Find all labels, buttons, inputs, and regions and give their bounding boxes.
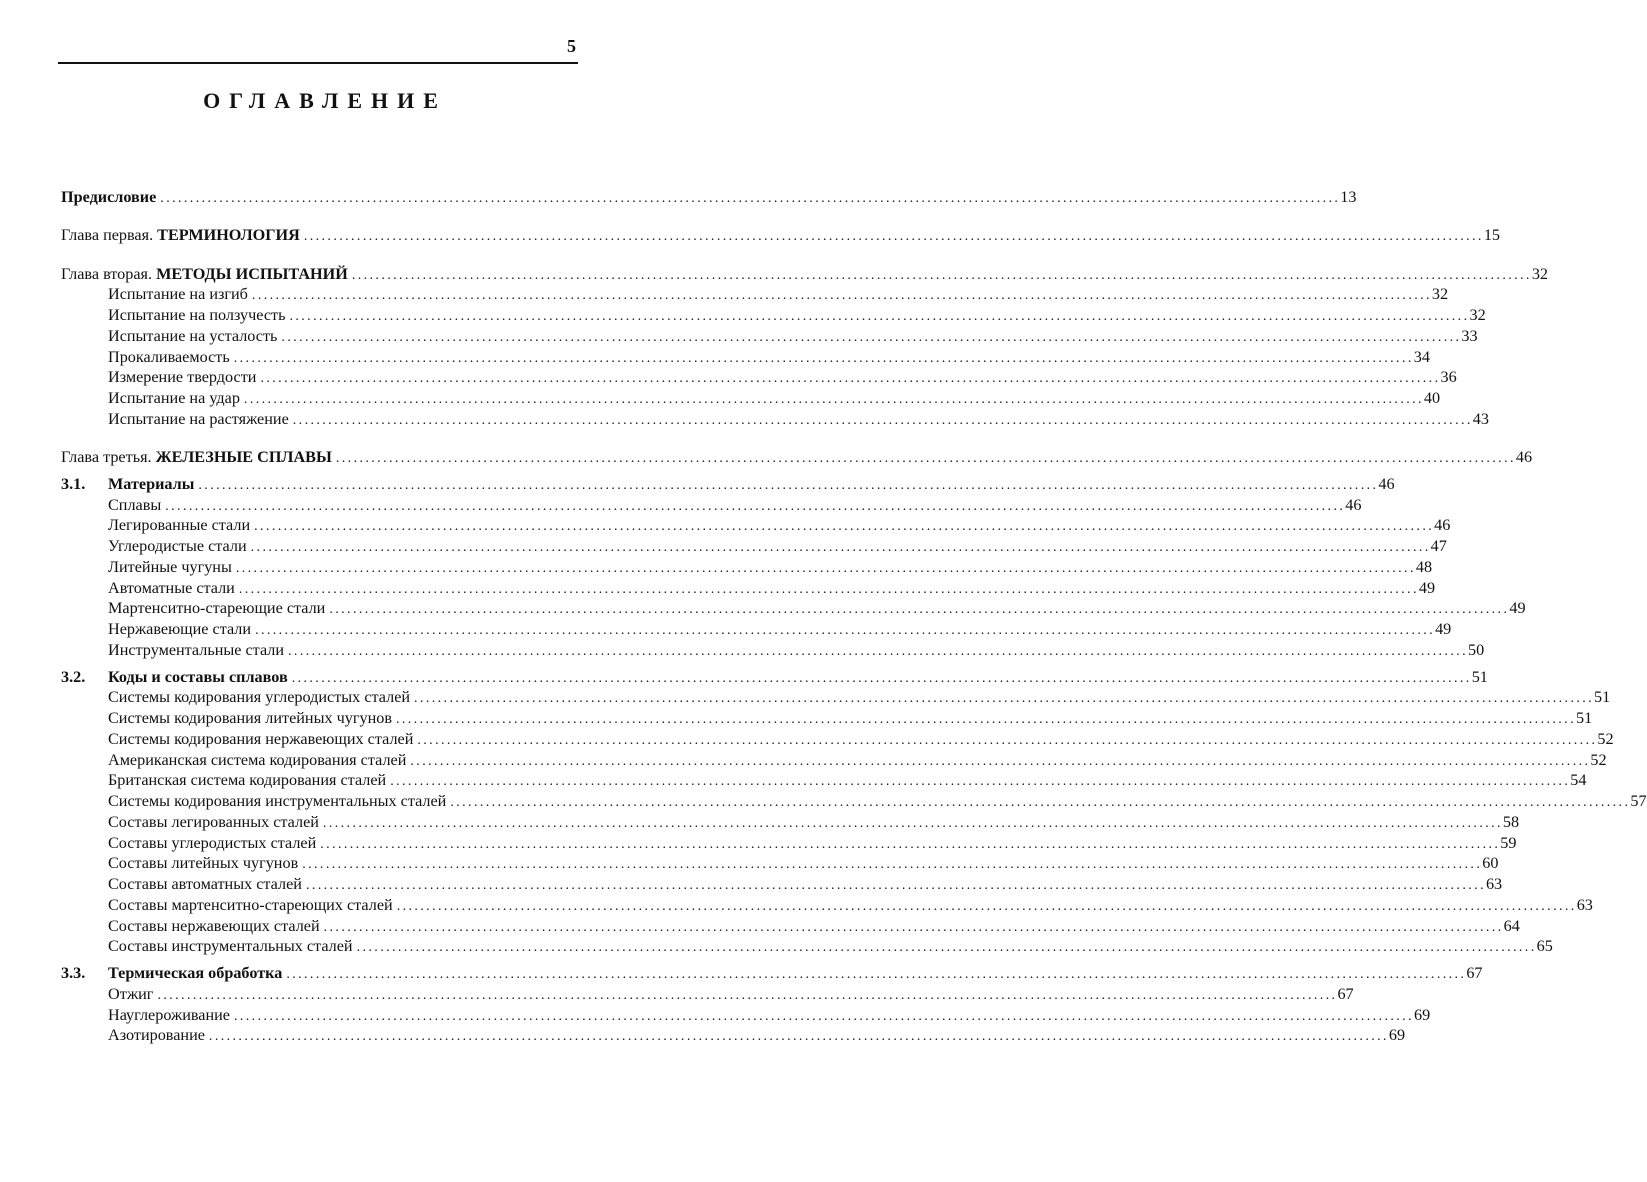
page-ref: 34 [1413, 347, 1430, 366]
toc-entry-label: Составы литейных чугунов [108, 854, 299, 873]
dot-leader: ........................................................................................................................................................................................................ [302, 857, 1483, 873]
dot-leader: ........................................................................................................................................................................................................ [289, 309, 1470, 324]
page-ref: 58 [1502, 812, 1520, 831]
spacer [61, 430, 577, 448]
dot-leader: ........................................................................................................................................................................................................ [250, 540, 1431, 555]
toc-entry-label: Испытание на удар [108, 389, 240, 407]
toc-entry-label: Испытание на усталость [108, 326, 278, 345]
dot-leader: ........................................................................................................................................................................................................ [254, 519, 1435, 535]
dot-leader: ........................................................................................................................................................................................................ [292, 412, 1473, 428]
toc-entry-label: Прокаливаемость [108, 347, 230, 366]
toc-entry[interactable] [61, 750, 1607, 771]
dot-leader: ........................................................................................................................................................................................................ [165, 498, 1346, 514]
page-ref: 64 [1503, 916, 1520, 935]
dot-leader: ........................................................................................................................................................................................................ [286, 967, 1467, 982]
toc-entry[interactable] [61, 515, 1451, 536]
page-ref: 48 [1415, 557, 1433, 576]
toc-entry-label: Системы кодирования углеродистых сталей [108, 688, 411, 707]
toc-entry[interactable] [61, 264, 1549, 285]
dot-leader: ........................................................................................................................................................................................................ [417, 732, 1598, 748]
page-ref: 32 [1531, 264, 1549, 283]
dot-leader: ........................................................................................................................................................................................................ [320, 836, 1501, 852]
toc-entry-label [61, 225, 300, 246]
page-ref: 32 [1431, 285, 1449, 304]
heading-text: Материалы [108, 474, 195, 493]
toc-entry[interactable] [61, 687, 1611, 708]
toc-entry-label: Составы углеродистых сталей [108, 833, 317, 852]
toc-entry[interactable] [61, 895, 1593, 916]
page-ref: 15 [1483, 226, 1501, 245]
page-number: 5 [567, 36, 576, 56]
dot-leader: ........................................................................................................................................................................................................ [414, 691, 1595, 707]
toc-entry[interactable] [61, 495, 1362, 516]
toc-entry-label: Углеродистые стали [108, 537, 247, 555]
toc-entry[interactable] [61, 557, 1433, 578]
dot-leader: ........................................................................................................................................................................................................ [233, 350, 1414, 366]
chapter-prefix: Глава вторая. [61, 264, 157, 283]
toc-entry[interactable] [61, 1005, 1431, 1026]
section-number: 3.3. [61, 964, 86, 982]
section-number: 3.2. [61, 667, 86, 686]
toc-entry-label: Системы кодирования литейных чугунов [108, 709, 392, 727]
dot-leader: ........................................................................................................................................................................................................ [255, 623, 1436, 638]
toc-entry-label: Легированные стали [108, 516, 251, 535]
dot-leader: ........................................................................................................................................................................................................ [288, 643, 1469, 659]
section-number: 3.1. [61, 474, 86, 493]
toc-entry-label: Инструментальные стали [108, 640, 285, 659]
page-ref: 46 [1434, 516, 1451, 535]
toc-entry-label: Измерение твердости [108, 368, 257, 387]
chapter-prefix: Глава первая. [61, 226, 158, 245]
dot-leader: ........................................................................................................................................................................................................ [160, 191, 1341, 206]
toc-entry[interactable] [61, 984, 1354, 1005]
page-ref: 59 [1500, 833, 1517, 852]
page-ref: 13 [1340, 188, 1357, 206]
toc-entry-label: Системы кодирования инструментальных сталей [108, 792, 447, 810]
dot-leader: ........................................................................................................................................................................................................ [260, 371, 1441, 387]
header-rule [58, 62, 578, 64]
toc-entry[interactable] [61, 708, 1593, 729]
page-ref: 46 [1515, 448, 1533, 466]
toc-entry[interactable] [61, 598, 1526, 619]
dot-leader: ........................................................................................................................................................................................................ [450, 795, 1631, 810]
dot-leader: ........................................................................................................................................................................................................ [208, 1029, 1389, 1045]
dot-leader: ........................................................................................................................................................................................................ [305, 878, 1486, 893]
page-ref: 69 [1388, 1026, 1406, 1045]
toc-entry-label: Автоматные стали [108, 578, 235, 597]
toc-entry[interactable] [61, 770, 1587, 791]
page-ref: 47 [1430, 537, 1447, 555]
dot-leader: ........................................................................................................................................................................................................ [356, 940, 1537, 956]
page-ref: 49 [1435, 620, 1452, 638]
toc-entry[interactable] [61, 474, 1395, 495]
toc-entry-label: Испытание на изгиб [108, 285, 248, 304]
toc-entry[interactable] [61, 326, 1478, 347]
dot-leader: ........................................................................................................................................................................................................ [235, 560, 1416, 576]
toc-entry[interactable] [61, 791, 1647, 812]
dot-leader: ........................................................................................................................................................................................................ [281, 329, 1462, 345]
toc-entry[interactable] [61, 347, 1430, 368]
toc-entry[interactable] [61, 284, 1449, 305]
toc-entry-label: Британская система кодирования сталей [108, 771, 387, 790]
toc-entry-label [108, 474, 194, 495]
page-ref: 51 [1471, 667, 1488, 686]
dot-leader: ........................................................................................................................................................................................................ [396, 898, 1577, 914]
toc-entry[interactable] [61, 833, 1517, 854]
dot-leader: ........................................................................................................................................................................................................ [335, 451, 1516, 466]
dot-leader: ........................................................................................................................................................................................................ [303, 229, 1484, 245]
dot-leader: ........................................................................................................................................................................................................ [329, 602, 1510, 618]
page-ref: 49 [1418, 578, 1436, 597]
toc-entry-label: Составы легированных сталей [108, 812, 319, 831]
page-ref: 67 [1337, 984, 1354, 1003]
dot-leader: ........................................................................................................................................................................................................ [351, 267, 1532, 283]
toc-entry-label: Составы автоматных сталей [108, 875, 302, 893]
toc-entry-label [61, 264, 348, 285]
toc-entry-label: Системы кодирования нержавеющих сталей [108, 729, 414, 748]
toc-entry-label: Составы инструментальных сталей [108, 937, 353, 956]
spacer [61, 246, 577, 264]
heading-text: Предисловие [61, 188, 157, 206]
page-ref: 52 [1597, 729, 1614, 748]
toc-entry[interactable] [61, 640, 1485, 661]
toc-entry-label [108, 963, 282, 984]
page-ref: 52 [1590, 750, 1607, 769]
toc-entry-label: Испытание на ползучесть [108, 306, 286, 324]
page-ref: 43 [1472, 409, 1489, 428]
page-ref: 36 [1440, 368, 1457, 387]
dot-leader: ........................................................................................................................................................................................................ [233, 1008, 1414, 1024]
toc-entry[interactable] [61, 853, 1499, 874]
heading-text: МЕТОДЫ ИСПЫТАНИЙ [156, 264, 348, 283]
dot-leader: ........................................................................................................................................................................................................ [410, 753, 1591, 769]
table-of-contents [61, 187, 1647, 1046]
dot-leader: ........................................................................................................................................................................................................ [157, 987, 1338, 1003]
toc-entry[interactable] [61, 305, 1486, 326]
toc-entry-label: Сплавы [108, 495, 162, 514]
page-ref: 33 [1461, 326, 1478, 345]
dot-leader: ........................................................................................................................................................................................................ [323, 919, 1504, 935]
toc-entry-label: Нержавеющие стали [108, 620, 252, 638]
page-title: ОГЛАВЛЕНИЕ [203, 88, 447, 113]
dot-leader: ........................................................................................................................................................................................................ [198, 477, 1379, 493]
page-ref: 40 [1423, 389, 1441, 407]
toc-entry-label: Составы мартенситно-стареющих сталей [108, 895, 393, 914]
toc-entry[interactable] [61, 963, 1483, 984]
spacer [61, 208, 577, 226]
toc-entry[interactable] [61, 1025, 1406, 1046]
heading-text: Термическая обработка [108, 964, 283, 982]
toc-entry[interactable] [61, 812, 1520, 833]
dot-leader: ........................................................................................................................................................................................................ [251, 288, 1432, 304]
toc-entry-label: Американская система кодирования сталей [108, 750, 407, 769]
page-ref: 54 [1570, 771, 1587, 790]
toc-entry-label: Мартенситно-стареющие стали [108, 599, 326, 618]
dot-leader: ........................................................................................................................................................................................................ [322, 815, 1503, 831]
toc-entry-label [108, 667, 288, 688]
toc-entry[interactable] [61, 578, 1436, 599]
toc-entry-label: Составы нержавеющих сталей [108, 916, 320, 935]
page-ref: 69 [1413, 1005, 1431, 1024]
toc-entry[interactable] [61, 916, 1520, 937]
page-ref: 51 [1594, 688, 1611, 707]
toc-entry[interactable] [61, 409, 1489, 430]
heading-text: ТЕРМИНОЛОГИЯ [157, 226, 300, 245]
page-ref: 65 [1536, 937, 1553, 956]
heading-text: ЖЕЛЕЗНЫЕ СПЛАВЫ [155, 448, 332, 466]
toc-entry-label: Науглероживание [108, 1005, 230, 1024]
toc-entry[interactable] [61, 729, 1614, 750]
toc-entry[interactable] [61, 225, 1501, 246]
page-ref: 63 [1485, 875, 1503, 893]
toc-entry-label [61, 447, 332, 468]
dot-leader: ........................................................................................................................................................................................................ [238, 581, 1419, 597]
dot-leader: ........................................................................................................................................................................................................ [395, 712, 1576, 727]
chapter-prefix: Глава третья. [61, 448, 156, 466]
toc-entry[interactable] [61, 874, 1503, 895]
toc-entry[interactable] [61, 667, 1488, 688]
toc-entry[interactable] [61, 187, 1357, 208]
page-ref: 46 [1345, 495, 1362, 514]
page-ref: 60 [1482, 854, 1499, 873]
toc-entry-label [61, 187, 156, 208]
toc-entry[interactable] [61, 367, 1457, 388]
dot-leader: ........................................................................................................................................................................................................ [291, 670, 1472, 686]
page-ref: 49 [1509, 599, 1526, 618]
toc-entry[interactable] [61, 447, 1533, 468]
page-ref: 67 [1466, 964, 1483, 982]
toc-entry-label: Литейные чугуны [108, 557, 232, 576]
heading-text: Коды и составы сплавов [108, 667, 288, 686]
toc-entry[interactable] [61, 536, 1447, 557]
page-ref: 46 [1378, 474, 1395, 493]
page-ref: 57 [1630, 792, 1647, 810]
toc-entry[interactable] [61, 388, 1441, 409]
toc-entry-label: Азотирование [108, 1026, 205, 1045]
dot-leader: ........................................................................................................................................................................................................ [390, 774, 1571, 790]
page-ref: 63 [1576, 895, 1593, 914]
dot-leader: ........................................................................................................................................................................................................ [243, 392, 1424, 407]
page-ref: 51 [1575, 709, 1593, 727]
page-ref: 32 [1469, 306, 1486, 324]
toc-entry[interactable] [61, 619, 1452, 640]
toc-entry[interactable] [61, 936, 1553, 957]
toc-entry-label: Испытание на растяжение [108, 409, 289, 428]
page-ref: 50 [1468, 640, 1485, 659]
toc-entry-label: Отжиг [108, 984, 154, 1003]
